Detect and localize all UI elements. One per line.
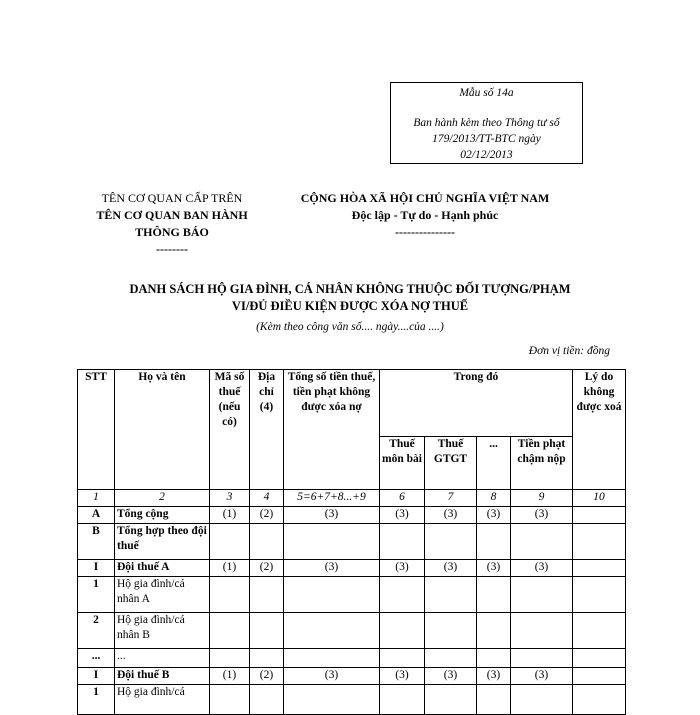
row-name-cell: Hộ gia đình/cá nhân B [115,613,210,649]
header-tax-code: Mã số thuế (nếu có) [210,370,250,490]
table-cell: (3) [380,668,425,685]
row-name-cell: Tổng cộng [115,507,210,524]
country-name: CỘNG HÒA XÃ HỘI CHỦ NGHĨA VIỆT NAM [300,191,550,205]
table-cell: (2) [250,507,284,524]
issued-with-line2: 179/2013/TT-BTC ngày [432,133,541,145]
form-number: Mẫu số 14a [459,87,514,99]
column-number: 1 [78,490,115,507]
column-number: 2 [115,490,210,507]
table-cell [573,560,626,577]
table-row [78,577,626,613]
row-name-cell: ... [115,649,210,668]
table-cell: (1) [210,668,250,685]
issued-with-line1: Ban hành kèm theo Thông tư số [413,117,560,129]
table-cell [250,577,284,613]
table-cell [250,524,284,560]
table-cell [380,613,425,649]
table-cell [210,613,250,649]
row-name-cell: Đội thuế A [115,560,210,577]
table-cell: (3) [425,560,477,577]
form-reference-box [390,82,583,164]
table-cell: (1) [210,560,250,577]
row-index-cell: A [78,507,115,524]
table-cell [425,649,477,668]
header-total: Tổng số tiền thuế, tiền phạt không được xóa nợ [284,370,380,490]
row-index-cell: I [78,668,115,685]
table-cell: (3) [380,560,425,577]
table-cell [511,577,573,613]
table-cell: (1) [210,507,250,524]
table-cell [573,668,626,685]
row-name-cell: Đội thuế B [115,668,210,685]
document-title [75,281,625,315]
column-number: 4 [250,490,284,507]
row-index-cell: 2 [78,613,115,649]
issuing-agency-line1: TÊN CƠ QUAN BAN HÀNH [96,208,248,222]
table-cell [573,649,626,668]
row-index-cell: ... [78,649,115,668]
table-cell [425,577,477,613]
row-index-cell: 1 [78,577,115,613]
title-line2: VI/ĐỦ ĐIỀU KIỆN ĐƯỢC XÓA NỢ THUẾ [231,299,469,313]
table-cell [250,649,284,668]
table-row [78,649,626,668]
table-cell [511,649,573,668]
column-number: 10 [573,490,626,507]
header-reason: Lý do không được xoá [573,370,626,490]
issuing-agency-line2: THÔNG BÁO [135,225,209,239]
table-cell [210,649,250,668]
table-cell [210,577,250,613]
table-row [78,524,626,560]
table-cell [284,613,380,649]
motto-divider: --------------- [395,225,455,239]
table-cell: (3) [380,507,425,524]
table-cell [284,649,380,668]
row-name-cell: Hộ gia đình/cá [115,685,210,715]
header-address: Địa chỉ (4) [250,370,284,490]
row-name-cell: Hộ gia đình/cá nhân A [115,577,210,613]
column-number: 3 [210,490,250,507]
table-cell [425,524,477,560]
table-cell: (3) [511,560,573,577]
header-of-which: Trong đó [380,370,573,437]
table-cell [573,613,626,649]
table-cell [511,524,573,560]
table-cell [477,577,511,613]
table-cell: (3) [477,560,511,577]
debt-list-table [77,369,626,715]
table-cell [284,577,380,613]
table-cell: (3) [425,668,477,685]
column-number: 7 [425,490,477,507]
table-cell [573,577,626,613]
table-cell: (3) [284,668,380,685]
header-name: Họ và tên [115,370,210,490]
column-number-row [78,490,626,507]
document-subtitle: (Kèm theo công văn số.... ngày....của ....) [256,321,444,333]
row-index-cell: I [78,560,115,577]
table-cell [477,524,511,560]
table-cell [380,524,425,560]
table-cell: (2) [250,560,284,577]
national-header [268,190,582,241]
table-cell [210,524,250,560]
currency-unit: Đơn vị tiền: đồng [528,345,610,357]
column-number: 6 [380,490,425,507]
table-row [78,560,626,577]
issued-with-line3: 02/12/2013 [460,149,513,161]
column-number: 8 [477,490,511,507]
table-cell: (3) [477,507,511,524]
header-late-penalty: Tiền phạt chậm nộp [511,437,573,490]
national-motto: Độc lập - Tự do - Hạnh phúc [351,208,499,222]
table-cell: (3) [284,560,380,577]
row-index-cell: 1 [78,685,115,715]
table-cell [284,524,380,560]
issuer-divider: -------- [156,242,188,256]
table-cell: (3) [284,507,380,524]
issuer-block [76,190,268,258]
header-other: ... [477,437,511,490]
row-name-cell: Tổng hợp theo đội thuế [115,524,210,560]
table-cell [477,649,511,668]
table-cell: (3) [511,668,573,685]
column-number: 5=6+7+8...+9 [284,490,380,507]
table-cell [573,524,626,560]
header-stt: STT [78,370,115,490]
table-cell: (3) [511,507,573,524]
table-cell [573,507,626,524]
header-vat: Thuế GTGT [425,437,477,490]
table-cell [511,613,573,649]
table-cell [380,577,425,613]
table-cell: (3) [477,668,511,685]
table-cell [477,613,511,649]
table-cell [425,613,477,649]
table-cell: (3) [425,507,477,524]
table-cell [250,613,284,649]
table-cell [380,649,425,668]
table-row [78,507,626,524]
superior-agency: TÊN CƠ QUAN CẤP TRÊN [101,191,243,205]
column-number: 9 [511,490,573,507]
table-row [78,613,626,649]
table-row [78,668,626,685]
table-cell: (2) [250,668,284,685]
title-line1: DANH SÁCH HỘ GIA ĐÌNH, CÁ NHÂN KHÔNG THUỘC ĐỐI TƯỢNG/PHẠM [129,282,571,296]
row-index-cell: B [78,524,115,560]
header-license-tax: Thuế môn bài [380,437,425,490]
